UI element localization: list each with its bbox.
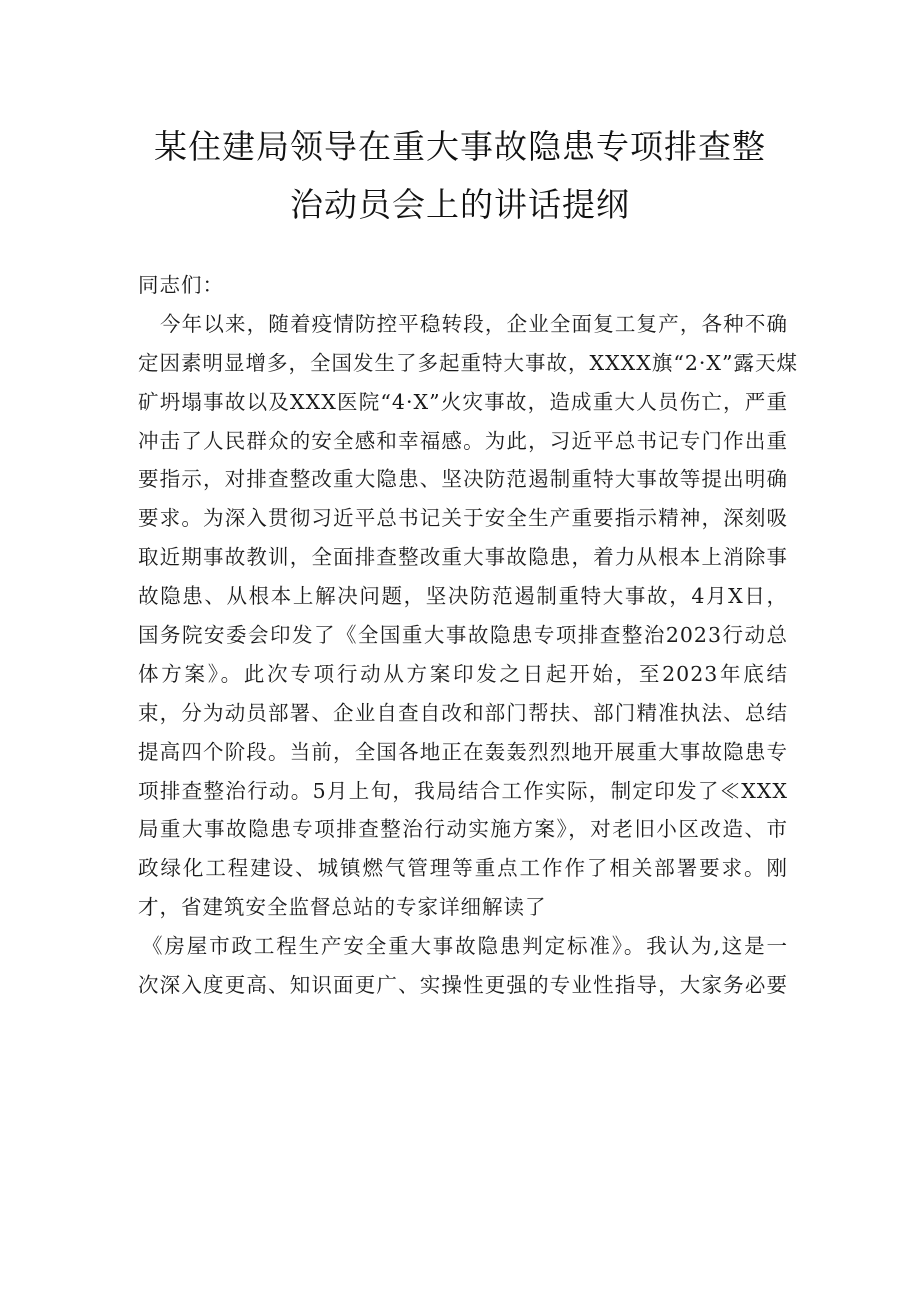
body-line: 故隐患、从根本上解决问题，坚决防范遏制重特大事故，4月X日， [138, 584, 788, 609]
body-line: 要求。为深入贯彻习近平总书记关于安全生产重要指示精神，深刻吸 [138, 506, 788, 531]
body-line: 矿坍塌事故以及XXX医院“4·X”火灾事故，造成重大人员伤亡，严重 [138, 389, 788, 414]
body-line: 局重大事故隐患专项排查整治行动实施方案》，对老旧小区改造、市 [138, 817, 788, 842]
body-line: 今年以来，随着疫情防控平稳转段，企业全面复工复产，各种不确 [160, 311, 788, 336]
body-line: 定因素明显增多，全国发生了多起重特大事故，XXXX旗“2·X”露天煤 [138, 350, 798, 375]
body-line: 提高四个阶段。当前，全国各地正在轰轰烈烈地开展重大事故隐患专 [138, 739, 788, 764]
document-title [100, 118, 820, 234]
body-line: 体方案》。此次专项行动从方案印发之日起开始，至2023年底结 [138, 661, 788, 686]
body-line: 束，分为动员部署、企业自查自改和部门帮扶、部门精准执法、总结 [138, 700, 788, 725]
body-line: 《房屋市政工程生产安全重大事故隐患判定标准》。我认为,这是一 [142, 934, 788, 959]
body-line: 项排查整治行动。5月上旬，我局结合工作实际，制定印发了≪XXX [138, 778, 788, 803]
body-line: 冲击了人民群众的安全感和幸福感。为此，习近平总书记专门作出重 [138, 428, 788, 453]
body-line: 要指示，对排查整改重大隐患、坚决防范遏制重特大事故等提出明确 [138, 467, 788, 492]
body-line: 次深入度更高、知识面更广、实操性更强的专业性指导，大家务必要 [138, 973, 788, 998]
title-line-2: 治动员会上的讲话提纲 [290, 185, 630, 224]
body-line: 政绿化工程建设、城镇燃气管理等重点工作作了相关部署要求。刚 [138, 856, 788, 881]
document-body [138, 266, 798, 1005]
body-line: 取近期事故教训，全面排查整改重大事故隐患，着力从根本上消除事 [138, 545, 788, 570]
body-line: 国务院安委会印发了《全国重大事故隐患专项排查整治2023行动总 [138, 623, 788, 648]
title-line-1: 某住建局领导在重大事故隐患专项排查整 [154, 127, 766, 166]
body-line: 才，省建筑安全监督总站的专家详细解读了 [138, 895, 547, 920]
salutation: 同志们： [138, 273, 224, 297]
